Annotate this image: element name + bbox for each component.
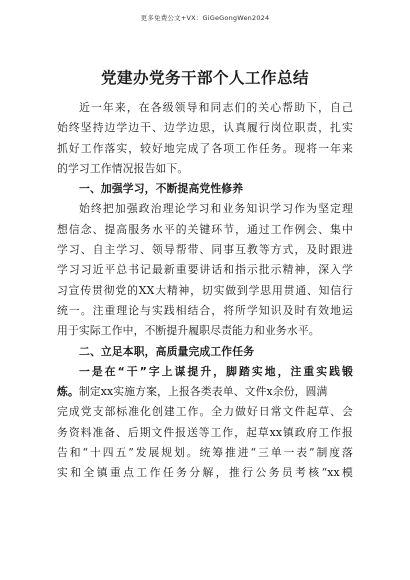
paragraph-line: 用于实际工作中，不断提升履职尽责能力和业务水平。 [57, 324, 320, 338]
paragraph-line: 想信念、提高服务水平的关键环节，通过工作例会、集中 [57, 222, 353, 236]
paragraph-line: 始终坚持边学边干、边学边思，认真履行岗位职责，扎实 [57, 121, 353, 135]
bold-lead-line: 一是在“干”字上谋提升，脚踏实地，注重实践锻 [79, 364, 353, 378]
bold-lead-end: 炼。 [57, 385, 79, 399]
document-title: 党建办党务干部个人工作总结 [100, 69, 309, 87]
paragraph-line: 学习、自主学习、领导帮带、同事互教等方式，及时跟进 [57, 243, 353, 257]
paragraph-text: 制定xx实施方案，上报各类表单、文件x余份，圆满 [78, 385, 328, 399]
paragraph-line: 抓好工作落实，较好地完成了各项工作任务。现将一年来 [57, 141, 353, 155]
paragraph-line: 学习习近平总书记最新重要讲话和指示批示精神，深入学 [57, 263, 353, 277]
section-heading-2: 二、立足本职，高质量完成工作任务 [79, 344, 255, 358]
paragraph-line: 务资料准备、后期文件报送等工作，起草xx镇政府工作报 [57, 425, 353, 439]
paragraph-line: 始终把加强政治理论学习和业务知识学习作为坚定理 [79, 202, 353, 216]
paragraph-line-mixed [57, 382, 353, 402]
paragraph-line: 习宣传贯彻党的XX大精神，切实做到学思用贯通、知信行 [57, 283, 353, 297]
paragraph-line: 完成党支部标准化创建工作。全力做好日常文件起草、会 [57, 405, 353, 419]
paragraph-line: 的学习工作情况报告如下。 [57, 161, 189, 175]
header-promo-note: 更多免费公文+VX：GiGeGongWen2024 [140, 14, 270, 22]
document-body [57, 98, 353, 484]
paragraph-line: 告和“十四五”发展规划。统筹推进“三单一表”制度落 [57, 446, 353, 460]
paragraph-line: 实和全镇重点工作任务分解，推行公务员考核“xx模 [57, 466, 353, 480]
paragraph-line: 统一。注重理论与实践相结合，将所学知识及时有效地运 [57, 303, 353, 317]
paragraph-line: 近一年来，在各级领导和同志们的关心帮助下，自己 [79, 101, 353, 114]
section-heading-1: 一、加强学习，不断提高党性修养 [79, 182, 244, 196]
